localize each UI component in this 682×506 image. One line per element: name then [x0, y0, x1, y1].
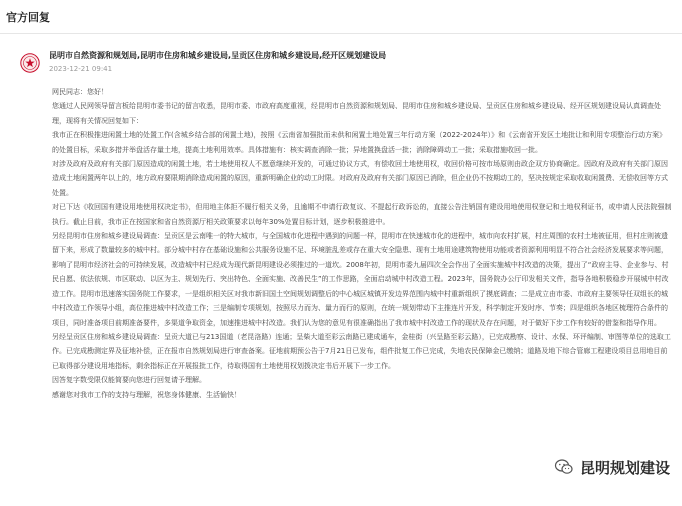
reply-paragraph: 因答复字数受限仅能简要向您进行回复请予理解。: [52, 376, 206, 385]
reply-paragraph: 另经呈贡区住房和城乡建设局调查：呈贡大道已与213国道（老昆洛路）连通；呈柴大道至彩云南路已建成通车，金桂街（兴呈路至彩云路），已完成勘察、设计、水保、环评编制、审图等单位的选取工作。已完成勘测定界及征地补偿，正在报市自然规划局进行审查备案。征地前期预公告于7月21日已发布，组件批复工作已完成，失地农民保障金已缴纳；道路及地下综合管廊工程建设项目总用地目前已取得部分建设用地指标，剩余指标正在开展报批工作，待取得国有土地使用权划拨决定书后开展下一步工作。: [52, 332, 671, 370]
reply-content: [52, 85, 672, 505]
reply-paragraph: 感谢您对我市工作的支持与理解，祝您身体健康、生活愉快！: [52, 390, 241, 399]
reply-datetime: 2023-12-21 09:41: [49, 65, 113, 73]
reply-paragraph: 另经昆明市住房和城乡建设局调查：呈贡区是云南唯一的特大城市，与全国城市化进程中遇到的问题一样，昆明市在快速城市化的进程中，城市向农村扩展，村庄周围的农村土地被征用，但村庄则被遗留下来，形成了数量较多的城中村。部分城中村存在基础设施和公共服务设施不足、环境脏乱差或存在重大安全隐患、现有土地用途建筑物使用功能或者资源利用明显不符合社会经济发展要求等问题，影响了昆明市经济社会的可持续发展，改造城中村已经成为现代新昆明建设必须推过的一道坎。2008年初，昆明市委九届四次全会作出了全面实施城中村改造的决策，提出了“政府主导、企业参与、村民自愿、依法依规、市区联动、以区为主、规划先行、突出特色、全面实施、改善民生”的工作思路，全面启动城中村改造工程。2023年，国务院办公厅印发相关文件，指导各地积极稳步开展城中村改造工作。昆明市迅速落实国务院工作要求，一是组织相关区对我市新旧国土空间规划调整后的中心城区城镇开发边界范围内城中村重新组织了摸底调查；二是成立由市委、市政府主要领导任双组长的城中村改造工作领导小组，高位推进城中村改造工作；三是编制专项规划，按照尽力而为、量力而行的原则，在统一规划带动下主推连片开发，科学制定开发时序、节奏；四是组织各地区梳理符合条件的项目，同时准备项目前期准备要件，多渠道争取资金，加速推进城中村改造。我们认为您的意见有很准确指出了我市城中村改造工作的现状及存在问题，对于做好下步工作有较好的借鉴和指导作用。: [52, 232, 669, 327]
reply-author: 昆明市自然资源和规划局,昆明市住房和城乡建设局,呈贡区住房和城乡建设局,经开区规划建设局: [49, 51, 387, 60]
reply-paragraph: 您通过人民网领导留言板给昆明市委书记的留言收悉，昆明市委、市政府高度重视，经昆明市自然资源和规划局、昆明市住房和城乡建设局、呈贡区住房和城乡建设局、经开区规划建设局认真调查处理，现将有关情况回复如下：: [52, 102, 661, 125]
page-header: [0, 0, 682, 34]
wechat-icon: [554, 457, 574, 477]
reply-paragraph: 对涉及政府及政府有关部门原因造成的闲置土地，若土地使用权人不愿意继续开发的，可通过协议方式，有偿收回土地使用权，收回价格可按市场原则由政企双方协商确定。因政府及政府有关部门原因造成土地闲置两年以上的，地方政府要限期消除造成闲置的原因，重新明确企业的动工时限。对政府及政府有关部门原因已消除，但企业仍不按期动工的，坚决按规定采取收取闲置费、无偿收回等方式处置。: [52, 160, 668, 197]
account-watermark: [554, 456, 670, 478]
watermark-text: 昆明规划建设: [579, 458, 670, 477]
reply-paragraph: 对已下达《收回国有建设用地使用权决定书》，但用地主体拒不履行相关义务，且逾期不申请行政复议、不提起行政诉讼的，直接公告注销国有建设用地使用权登记和土地权利证书，或申请人民法院强制执行。截止目前，我市正在按国家和省自然资源厅相关政策要求以每年30%处置目标计划，逐步积极推进中。: [52, 203, 672, 226]
page-title: 官方回复: [6, 11, 50, 24]
reply-paragraph: 我市正在积极推进闲置土地的处置工作(含城乡结合部的闲置土地)，按照《云南省加强批而未供和闲置土地处置三年行动方案（2022-2024年）》和《云南省开发区土地批让和利用专项整治行动方案》的处置目标，采取多措并举盘活存量土地，提高土地利用效率。具体措施有：核实调查消除一批；异地置换盘活一批；消除障碍动工一批；采取措施收回一批。: [52, 131, 667, 154]
reply-paragraph: 网民同志：您好！: [52, 88, 108, 96]
government-seal-icon: [20, 53, 40, 73]
